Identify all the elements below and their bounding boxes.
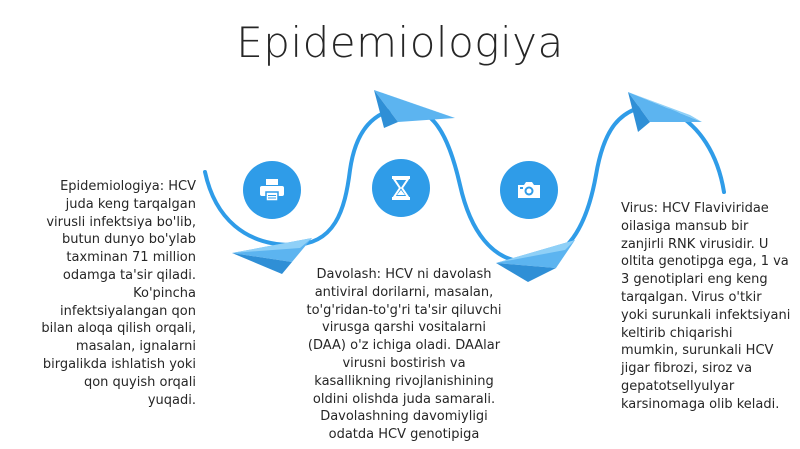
hourglass-icon-circle bbox=[372, 159, 430, 217]
slide-title: Epidemiologiya bbox=[236, 18, 564, 67]
wave-arrow-line bbox=[205, 108, 400, 245]
printer-icon bbox=[259, 178, 285, 202]
printer-icon-circle bbox=[243, 161, 301, 219]
virus-text: Virus: HCV Flaviviridae oilasiga mansub bir zanjirli RNK virusidir. U oltita genotipga ega, 1 va 3 genotiplari eng keng tarqalgan. Virus o'tkir yoki surunkali infektsiyani keltirib chiqarishi mumkin, surunkali HCV jigar fibrozi, siroz va gepatotsellyulyar karsinomaga olib keladi. bbox=[621, 201, 791, 412]
treatment-text: Davolash: HCV ni davolash antiviral dorilarni, masalan, to'g'ridan-to'g'ri ta'sir qiluvchi virusga qarshi vositalarni (DAA) o'z ichiga oladi. DAAlar virusni bostirish va kasallikning rivojlanishining oldini olishda juda samarali. Davolashning davomiyligi odatda HCV genotipiga bbox=[306, 267, 502, 443]
paper-plane-icon bbox=[496, 240, 575, 282]
wave-arrow-line bbox=[670, 110, 724, 192]
epidemiology-text: Epidemiologiya: HCV juda keng tarqalgan virusli infektsiya bo'lib, butun dunyo bo'ylab taxminan 71 million odamga ta'sir qiladi. Ko'pincha infektsiyalangan qon bilan aloqa qilish orqali, masalan, ignalarni birgalikda ishlatish yoki qon quyish orqali yuqadi. bbox=[41, 179, 196, 408]
camera-icon-circle bbox=[500, 161, 558, 219]
hourglass-icon bbox=[390, 175, 412, 201]
camera-icon bbox=[516, 180, 542, 200]
paper-plane-icon bbox=[374, 90, 455, 128]
